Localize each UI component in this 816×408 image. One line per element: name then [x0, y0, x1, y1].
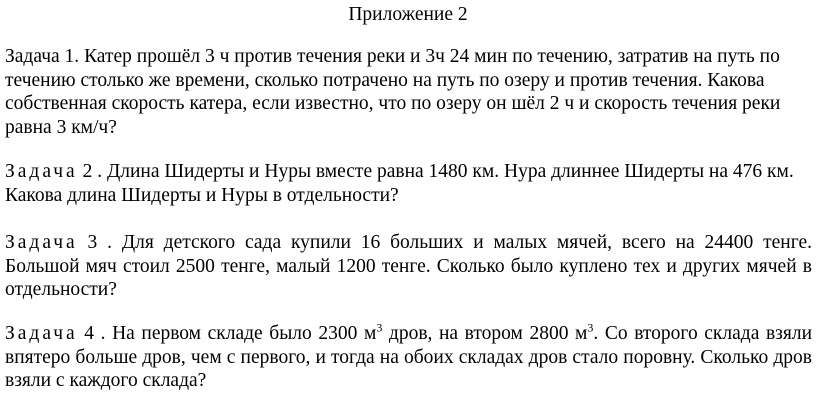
task-1 [5, 45, 812, 139]
cubic-superscript-2: 3 [587, 320, 594, 335]
task-1-label: Задача 1. [5, 46, 80, 67]
task-3-text: Для детского сада купили 16 больших и малых мячей, всего на 24400 тенге. Большой мяч стоил 2500 тенге, малый 1200 тенге. Сколько было куплено тех и других мячей в отдельности? [5, 232, 812, 300]
task-4-text-part-1: На первом складе было 2300 м [105, 323, 377, 344]
task-3-label: Задача [5, 232, 78, 253]
task-4-text-part-2: дров, на втором 2800 м [382, 323, 588, 344]
task-4 [5, 322, 812, 393]
task-4-label: Задача [5, 323, 78, 344]
cubic-superscript-1: 3 [376, 320, 383, 335]
task-2-number: 2 . [77, 161, 103, 182]
task-2-text: Длина Шидерты и Нуры вместе равна 1480 км. Нура длиннее Шидерты на 476 км. Какова длина Шидерты и Нуры в отдельности? [5, 161, 794, 206]
task-3 [5, 231, 812, 302]
task-4-number: 4 . [77, 323, 106, 344]
task-4-text-part-3: . Со второго склада взяли впятеро больше дров, чем с первого, и тогда на обоих складах дров стало поровну. Сколько дров взяли с каждого склада? [5, 323, 813, 391]
task-1-text: Катер прошёл 3 ч против течения реки и 3ч 24 мин по течению, затратив на путь по течению столько же времени, сколько потрачено на путь по озеру и против течения. Какова собственная скорость катера, если известно, что по озеру он шёл 2 ч и скорость течения реки равна 3 км/ч? [5, 46, 781, 138]
task-2 [5, 160, 812, 207]
task-2-label: Задача [5, 161, 78, 182]
appendix-title: Приложение 2 [348, 4, 468, 25]
task-3-number: 3 . [77, 232, 112, 253]
